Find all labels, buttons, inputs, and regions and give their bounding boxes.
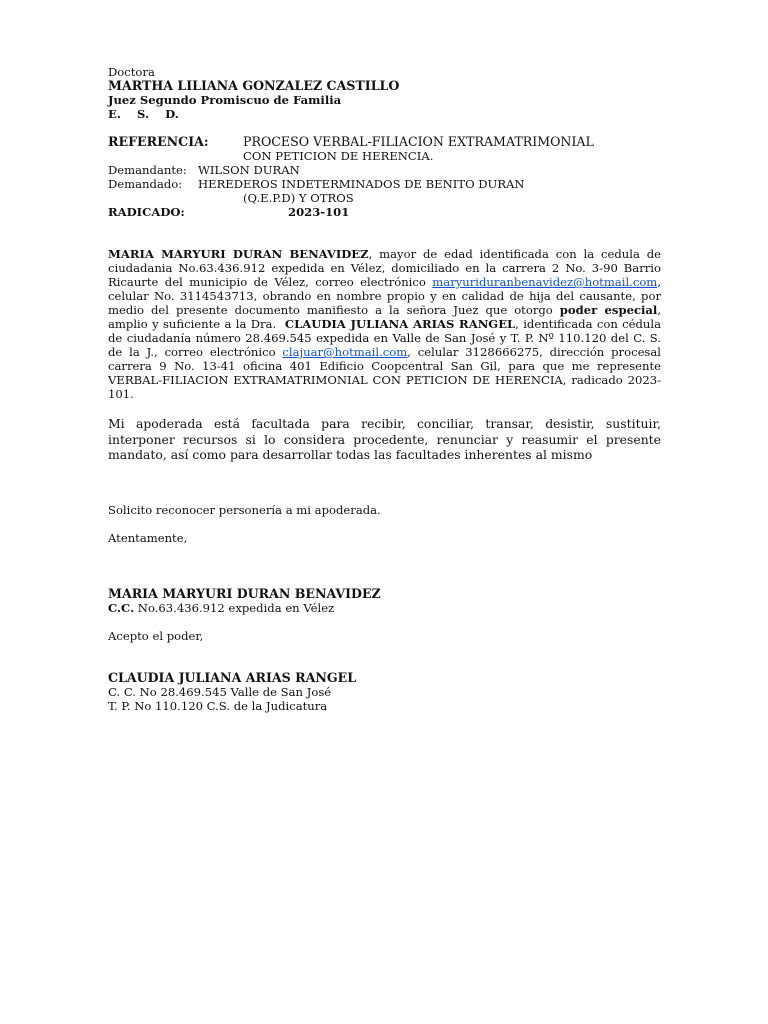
paragraph-text: , identificada con cédula de ciudadanía número 28.469.545 expedida en Valle de San José y T. P. Nº 110.120 del C. S. de la J., correo electrónico [108, 317, 661, 359]
demandado-value-1: HEREDEROS INDETERMINADOS DE BENITO DURAN [198, 177, 525, 191]
demandante-label: Demandante: [108, 163, 187, 177]
reference-line-1: PROCESO VERBAL-FILIACION EXTRAMATRIMONIAL [243, 134, 594, 149]
request-line: Solicito reconocer personería a mi apoderada. [108, 503, 381, 517]
demandado-label: Demandado: [108, 177, 183, 191]
reference-line-2: CON PETICION DE HERENCIA. [243, 149, 434, 163]
signature-1-id [108, 601, 334, 615]
grantor-name: MARIA MARYURI DURAN BENAVIDEZ [108, 247, 369, 261]
cc-label: C.C. [108, 601, 135, 615]
signature-2-cc: C. C. No 28.469.545 Valle de San José [108, 685, 332, 699]
paragraph-text: , amplio y suficiente a la Dra. [108, 303, 665, 331]
paragraph-text: , celular 3128666275, dirección procesal carrera 9 No. 13-41 oficina 401 Edificio Coopcentral San Gil, para que me represente VERBAL-FILIACION EXTRAMATRIMONIAL CON PETICION DE HERENCIA, radicado 2023-101. [108, 345, 661, 401]
closing: Atentamente, [108, 531, 188, 545]
reference-label: REFERENCIA: [108, 134, 209, 149]
signature-2-name: CLAUDIA JULIANA ARIAS RANGEL [108, 670, 357, 685]
grantor-email-link[interactable]: maryuriduranbenavidez@hotmail.com [432, 275, 658, 289]
salutation: Doctora [108, 65, 155, 79]
esd-line: E. S. D. [108, 107, 179, 121]
special-power-text: poder especial [559, 303, 658, 317]
demandado-value-2: (Q.E.P.D) Y OTROS [243, 191, 354, 205]
attorney-email-link[interactable]: clajuar@hotmail.com [282, 345, 408, 359]
radicado-value: 2023-101 [288, 205, 350, 219]
radicado-label: RADICADO: [108, 205, 185, 219]
paragraph-text: , mayor de edad identificada con la cedula de ciudadania No.63.436.912 expedida en Vélez, domiciliado en la carrera 2 No. 3-90 Barrio Ricaurte del municipio de Vélez, correo electrónico [108, 247, 662, 289]
body-paragraph-2: Mi apoderada está facultada para recibir, conciliar, transar, desistir, sustituir, interponer recursos si lo considera procedente, renunciar y reasumir el presente mandato, así como para desarrollar todas las facultades inherentes al mismo [108, 416, 661, 462]
demandante-value: WILSON DURAN [198, 163, 300, 177]
acceptance-line: Acepto el poder, [108, 629, 204, 643]
addressee-position: Juez Segundo Promiscuo de Familia [108, 93, 342, 107]
paragraph-text: , celular No. 3114543713, obrando en nombre propio y en calidad de hija del causante, por medio del presente documento manifiesto a la señora Juez que otorgo [108, 275, 661, 317]
signature-2-tp: T. P. No 110.120 C.S. de la Judicatura [108, 699, 328, 713]
addressee-name: MARTHA LILIANA GONZALEZ CASTILLO [108, 78, 400, 93]
body-paragraph-1 [108, 247, 665, 401]
attorney-name: CLAUDIA JULIANA ARIAS RANGEL [284, 317, 516, 331]
cc-value: No.63.436.912 expedida en Vélez [134, 601, 335, 615]
signature-1-name: MARIA MARYURI DURAN BENAVIDEZ [108, 586, 381, 601]
